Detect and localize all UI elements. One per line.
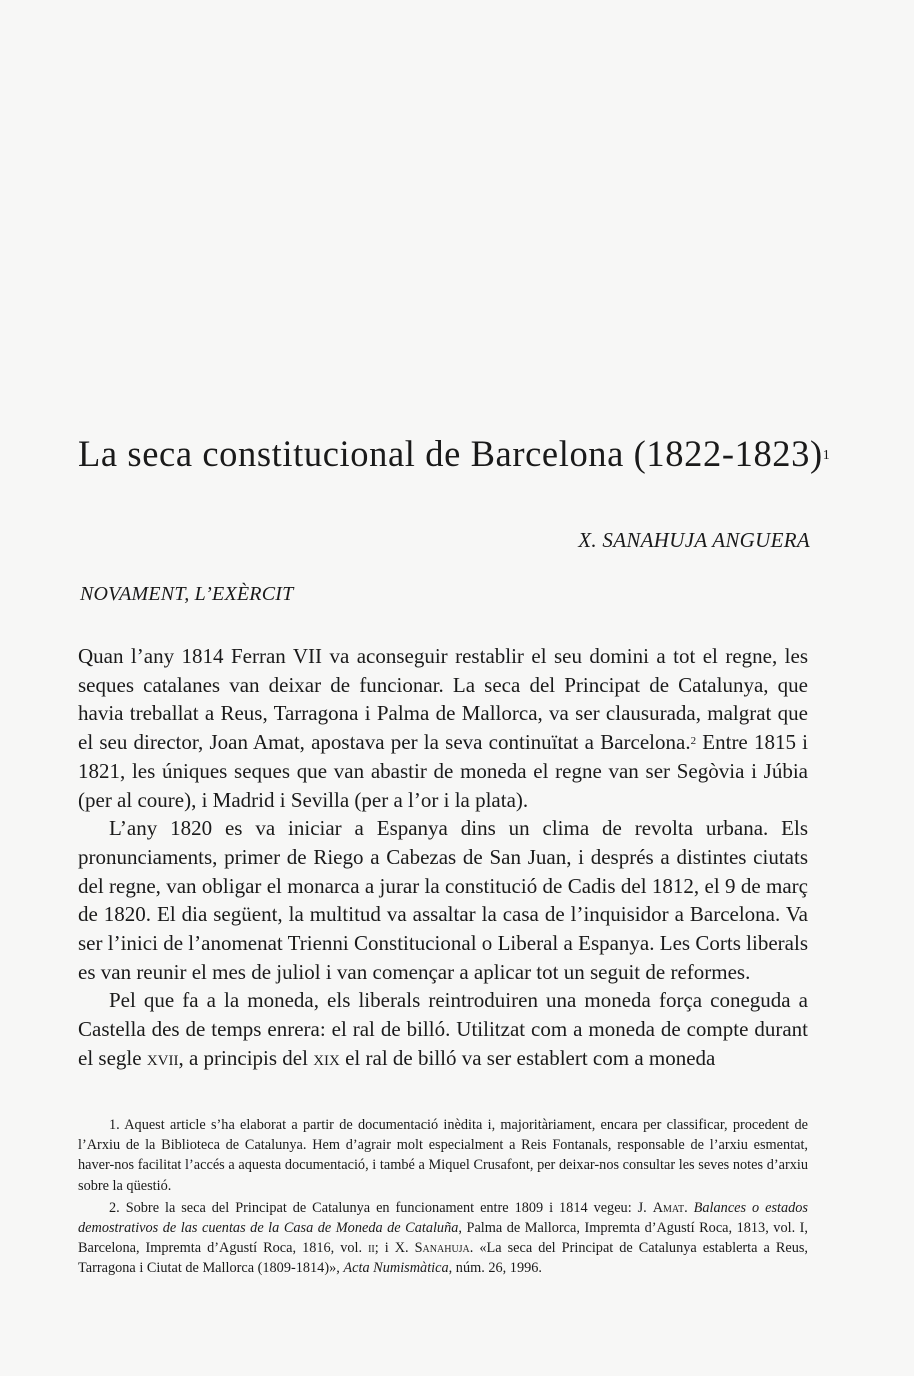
footnote-2-text-b: . bbox=[684, 1199, 694, 1216]
footnote-1 bbox=[78, 1115, 808, 1196]
footnote-2-text-c: , Palma de Mallorca, Impremta d’Agustí Roca, 1813, vol. I, Barcelona, Impremta d’Agustí Roca, 1816, vol. bbox=[78, 1220, 808, 1257]
footnote-2-text-d: ; i X. bbox=[374, 1240, 415, 1257]
body-paragraph-3 bbox=[78, 986, 808, 1072]
footnote-ref-1[interactable]: 1 bbox=[822, 448, 831, 463]
footnote-ref-2[interactable]: 2 bbox=[690, 735, 697, 748]
article-body bbox=[78, 642, 808, 1073]
paragraph-1-text-b: Entre 1815 i 1821, les úniques seques que van abastir de moneda el regne van ser Segòvia i Júbia (per al coure), i Madrid i Sevilla (per a l’or i la plata). bbox=[78, 730, 808, 812]
century-numeral: xvii bbox=[146, 1045, 179, 1070]
footnote-2-text-e: . «La seca del Principat de Catalunya establerta a Reus, Tarragona i Ciutat de Mallorca (1809-1814)», bbox=[78, 1240, 808, 1277]
footnote-1-text: Aquest article s’ha elaborat a partir de documentació inèdita i, majoritàriament, encara per classificar, procedent de l’Arxiu de la Biblioteca de Catalunya. Hem d’agrair molt especialment a Reis Fontanals, responsable de l’arxiu esmentat, haver-nos facilitat l’accés a aquesta documentació, i també a Miquel Crusafont, per deixar-nos consultar les seves notes d’arxiu sobre la qüestió. bbox=[78, 1117, 808, 1194]
cited-author: Amat bbox=[652, 1199, 685, 1216]
footnote-number: 1. bbox=[109, 1117, 120, 1133]
body-paragraph-1 bbox=[78, 642, 808, 814]
cited-journal-title: Acta Numismàtica bbox=[343, 1260, 449, 1277]
paragraph-1-text-a: Quan l’any 1814 Ferran VII va aconseguir restablir el seu domini a tot el regne, les seques catalanes van deixar de funcionar. La seca del Principat de Catalunya, que havia treballat a Reus, Tarragona i Palma de Mallorca, va ser clausurada, malgrat que el seu director, Joan Amat, apostava per la seva continuïtat a Barcelona. bbox=[78, 644, 808, 755]
footnote-2 bbox=[78, 1198, 808, 1279]
cited-author: Sanahuja bbox=[414, 1240, 470, 1257]
paragraph-3-text-a: Pel que fa a la moneda, els liberals reintroduiren una moneda força coneguda a Castella des de temps enrera: el ral de billó. Utilitzat com a moneda de compte durant el segle bbox=[78, 988, 808, 1070]
footnotes bbox=[78, 1115, 808, 1279]
century-numeral: xix bbox=[313, 1045, 340, 1070]
paragraph-3-text-c: el ral de billó va ser establert com a moneda bbox=[339, 1045, 716, 1070]
article-title bbox=[78, 432, 858, 476]
volume-numeral: ii bbox=[368, 1240, 375, 1257]
article-author: X. SANAHUJA ANGUERA bbox=[578, 528, 810, 552]
section-heading: NOVAMENT, L’EXÈRCIT bbox=[80, 583, 294, 605]
footnote-number: 2. bbox=[109, 1199, 120, 1216]
article-title-text: La seca constitucional de Barcelona (1822-1823) bbox=[78, 433, 823, 474]
cited-work-title: Balances o estados demostrativos de las cuentas de la Casa de Moneda de Cataluña bbox=[78, 1199, 808, 1237]
footnote-2-text-f: , núm. 26, 1996. bbox=[448, 1260, 542, 1277]
footnote-2-text-a: Sobre la seca del Principat de Catalunya en funcionament entre 1809 i 1814 vegeu: J. bbox=[125, 1199, 653, 1216]
paragraph-3-text-b: , a principis del bbox=[178, 1045, 314, 1070]
body-paragraph-2: L’any 1820 es va iniciar a Espanya dins un clima de revolta urbana. Els pronunciaments, primer de Riego a Cabezas de San Juan, i després a distintes ciutats del regne, van obligar el monarca a jurar la constitució de Cadis del 1812, el 9 de març de 1820. El dia següent, la multitud va assaltar la casa de l’inquisidor a Barcelona. Va ser l’inici de l’anomenat Trienni Constitucional o Liberal a Espanya. Les Corts liberals es van reunir el mes de juliol i van començar a aplicar tot un seguit de reformes. bbox=[78, 816, 808, 984]
